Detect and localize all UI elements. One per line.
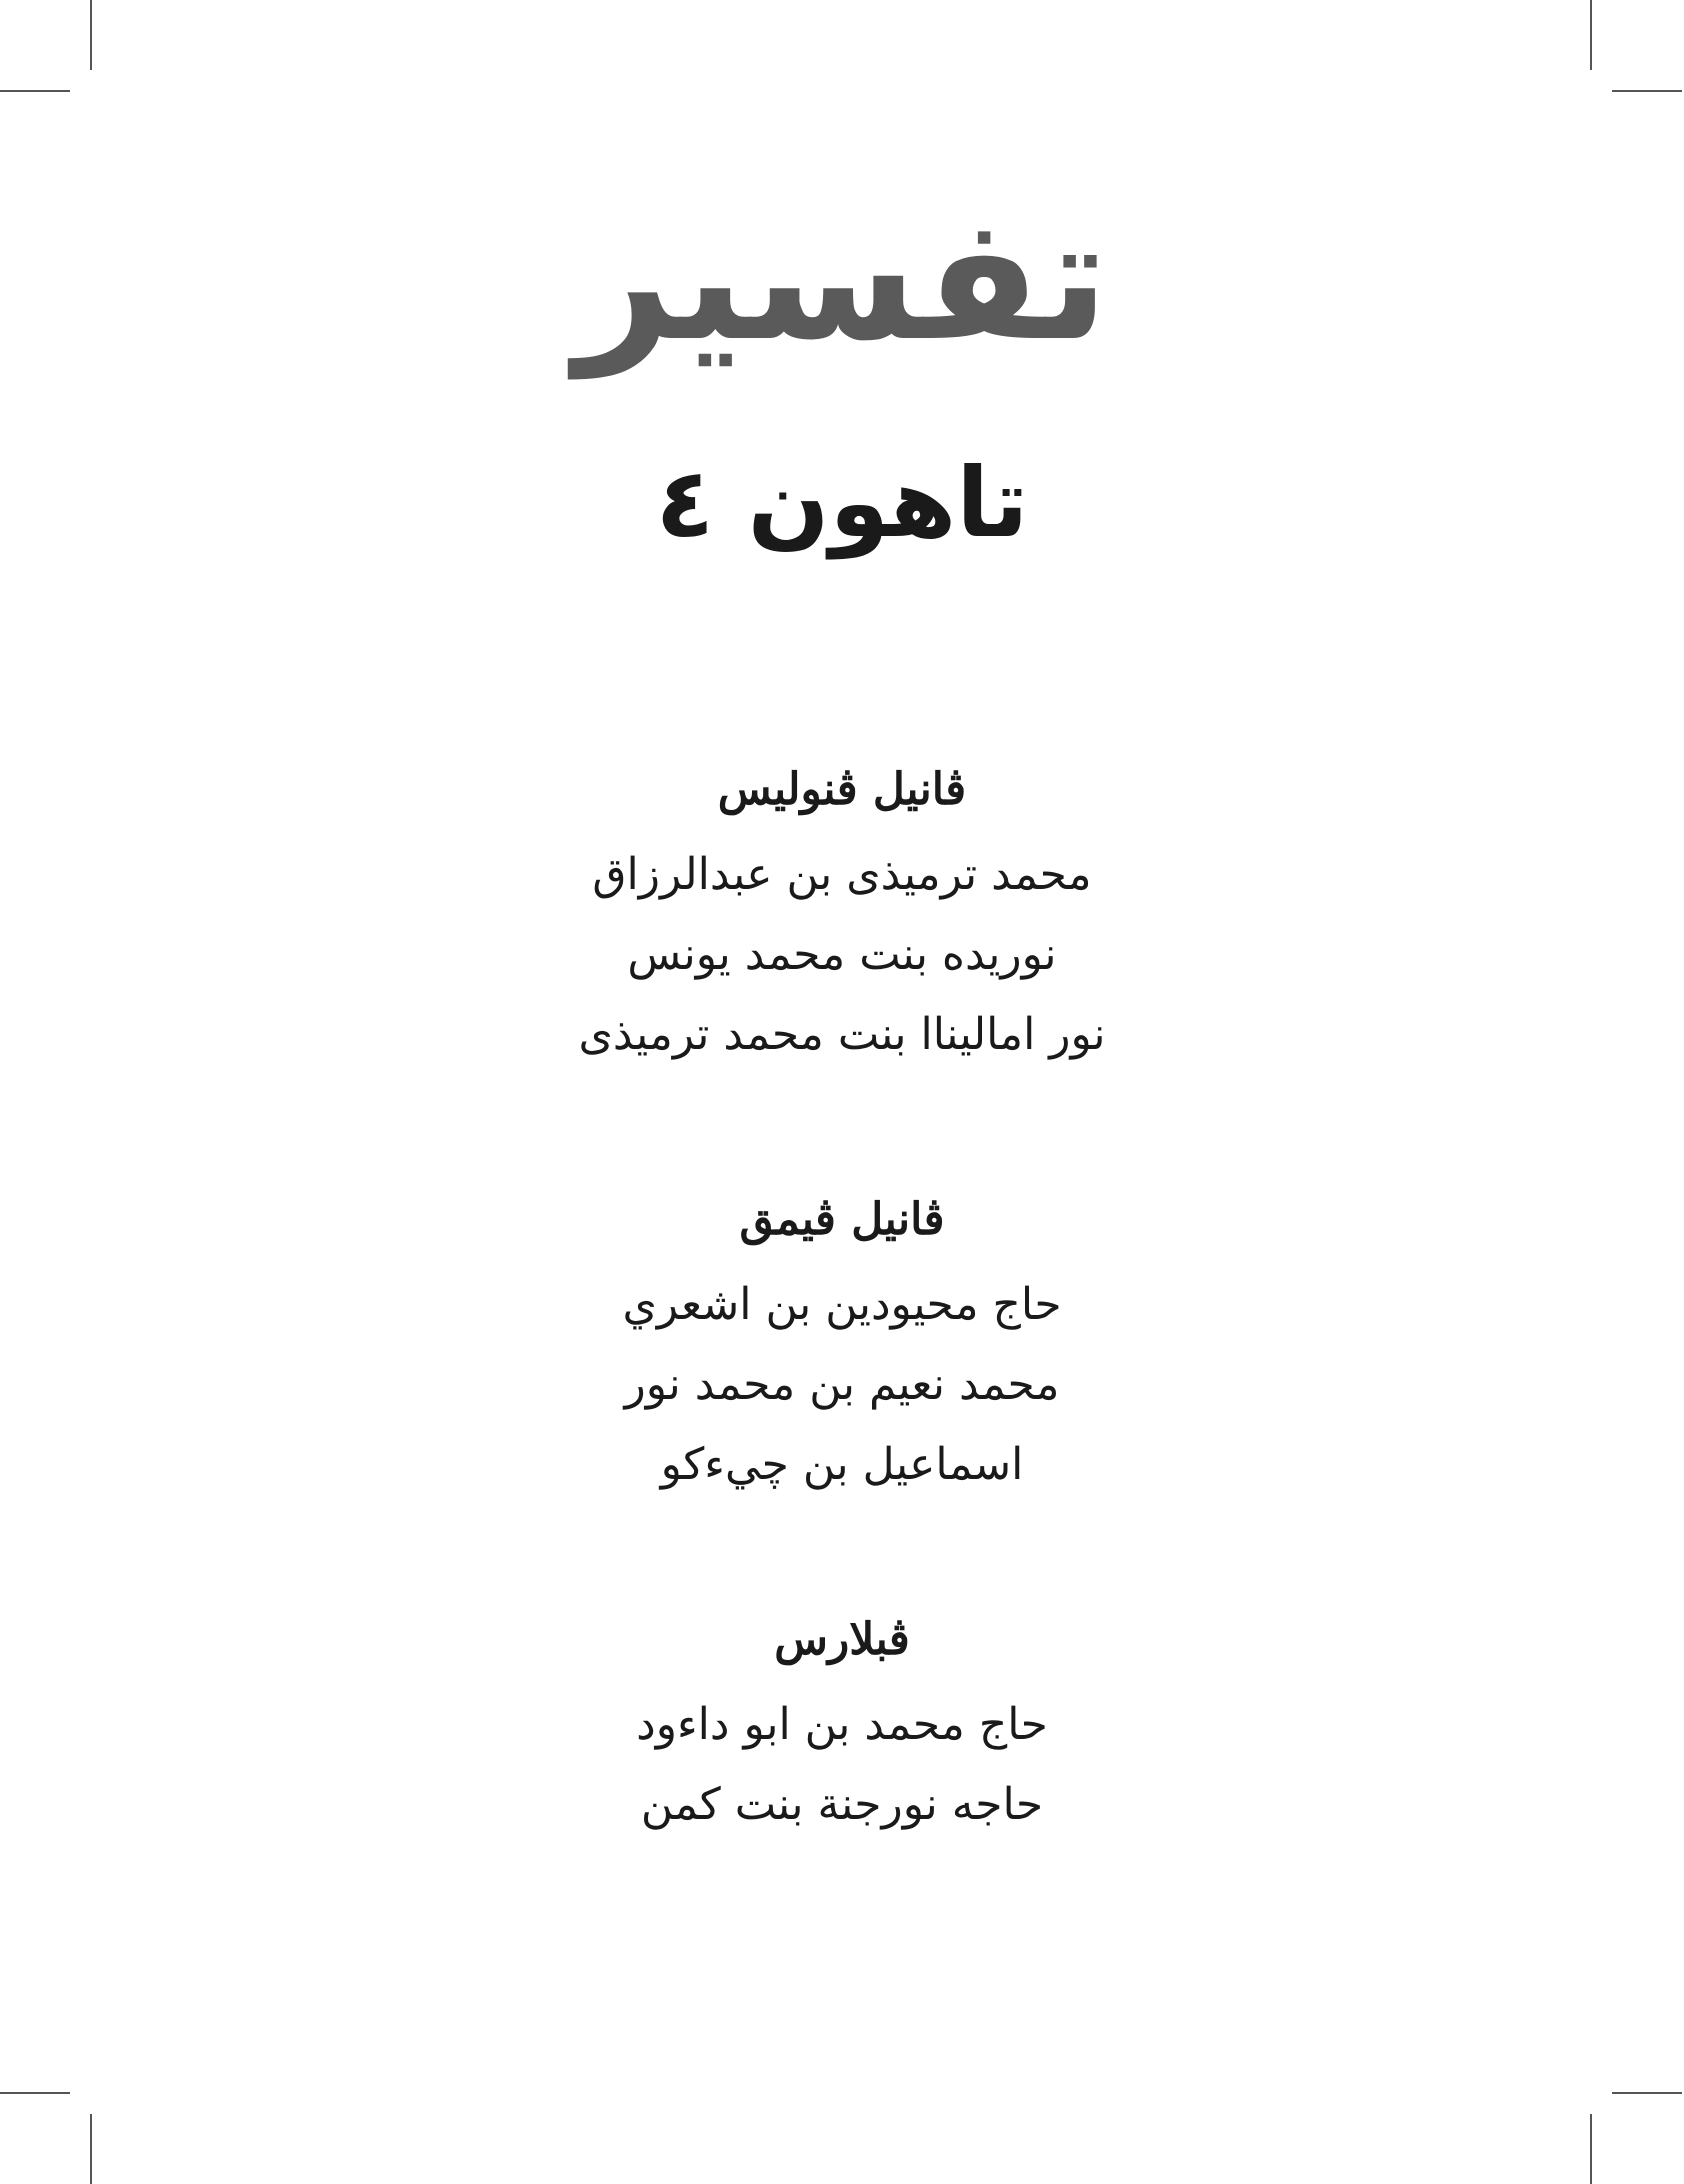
contributor-name: محمد ترميذى بن عبدالرزاق <box>592 849 1092 900</box>
crop-mark-bottom-right-horizontal <box>1612 2092 1682 2094</box>
crop-mark-top-left-horizontal <box>0 90 70 92</box>
contributor-name: اسماعيل بن چيءكو <box>660 1439 1024 1490</box>
section-heading: ڤبلارس <box>774 1614 910 1665</box>
contributor-name: محمد نعيم بن محمد نور <box>624 1359 1060 1410</box>
crop-mark-top-right-horizontal <box>1612 90 1682 92</box>
crop-mark-bottom-left-horizontal <box>0 2092 70 2094</box>
crop-mark-top-left-vertical <box>90 0 92 70</box>
section-reviewers <box>0 1175 1684 1505</box>
page-title: تفسير <box>574 181 1110 379</box>
contributor-name: حاجه نورجنة بنت كمن <box>640 1779 1044 1830</box>
section-editors <box>0 1595 1684 1845</box>
crop-mark-bottom-left-vertical <box>90 2114 92 2184</box>
section-heading: ڤانيل ڤيمق <box>739 1194 945 1245</box>
contributor-name: نوريده بنت محمد يونس <box>627 929 1057 980</box>
section-writers <box>0 745 1684 1075</box>
contributor-name: حاج محيودين بن اشعري <box>622 1279 1062 1330</box>
crop-mark-bottom-right-vertical <box>1590 2114 1592 2184</box>
crop-mark-top-right-vertical <box>1590 0 1592 70</box>
contributor-name: نور اماليناا بنت محمد ترميذى <box>578 1009 1106 1060</box>
section-heading: ڤانيل ڤنوليس <box>717 764 967 815</box>
contributor-name: حاج محمد بن ابو داءود <box>636 1699 1048 1750</box>
page-subtitle: تاهون ٤ <box>655 447 1029 559</box>
